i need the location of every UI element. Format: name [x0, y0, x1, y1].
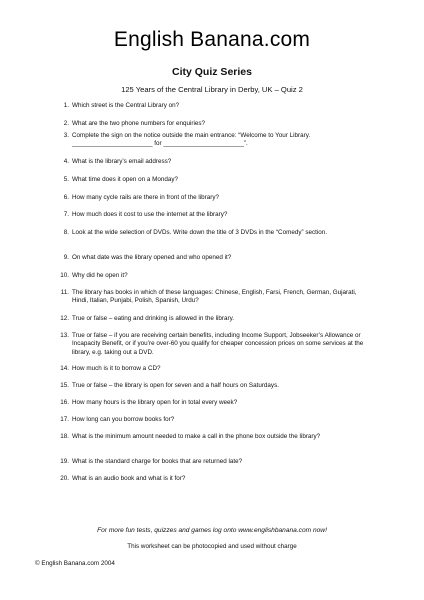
question-number: 5. — [63, 176, 69, 183]
question-number: 11. — [60, 289, 69, 296]
question-item — [63, 194, 372, 202]
question-number: 15. — [60, 382, 69, 389]
question-number: 3. — [63, 132, 69, 139]
question-item — [63, 158, 372, 166]
question-text: What is the library’s email address? — [72, 158, 172, 165]
question-text: Look at the wide selection of DVDs. Write down the title of 3 DVDs in the “Comedy” section. — [72, 229, 328, 236]
question-number: 14. — [60, 365, 69, 372]
question-text: How much does it cost to use the internet at the library? — [72, 211, 228, 218]
question-text: What time does it open on a Monday? — [72, 176, 179, 183]
question-item — [60, 399, 372, 407]
question-number: 1. — [63, 102, 69, 109]
question-text: What is the minimum amount needed to make a call in the phone box outside the library? — [72, 433, 321, 440]
question-text: Why did he open it? — [72, 272, 128, 279]
question-number: 18. — [60, 433, 69, 440]
question-item — [60, 475, 372, 483]
promo-text: For more fun tests, quizzes and games log onto www.englishbanana.com now! — [97, 527, 327, 534]
question-item — [63, 102, 372, 110]
site-logo: English Banana.com — [113, 28, 311, 51]
question-item — [63, 229, 372, 237]
question-text: How many hours is the library open for in total every week? — [72, 399, 238, 406]
question-number: 4. — [63, 158, 69, 165]
question-number: 17. — [60, 416, 69, 423]
question-item — [60, 315, 372, 323]
quiz-subtitle: 125 Years of the Central Library in Derby, UK – Quiz 2 — [121, 85, 303, 94]
question-text: True or false – eating and drinking is allowed in the library. — [72, 315, 235, 322]
question-number: 16. — [60, 399, 69, 406]
question-text: What is the standard charge for books that are returned late? — [72, 458, 243, 465]
question-number: 10. — [60, 272, 69, 279]
question-item — [60, 332, 372, 357]
question-number: 7. — [63, 211, 69, 218]
question-text: How much is it to borrow a CD? — [72, 365, 161, 372]
photocopy-notice: This worksheet can be photocopied and used without charge — [127, 543, 297, 550]
series-title: City Quiz Series — [172, 66, 252, 78]
question-number: 8. — [63, 229, 69, 236]
question-number: 9. — [63, 254, 69, 261]
copyright-notice: © English Banana.com 2004 — [35, 560, 115, 567]
question-number: 19. — [60, 458, 69, 465]
question-item — [63, 211, 372, 219]
question-item — [60, 416, 372, 424]
question-text: What is an audio book and what is it for? — [72, 475, 186, 482]
question-item — [63, 132, 372, 149]
question-number: 13. — [60, 332, 69, 339]
question-item — [63, 120, 372, 128]
question-item — [60, 289, 372, 306]
question-number: 20. — [60, 475, 69, 482]
question-number: 12. — [60, 315, 69, 322]
question-text: How many cycle rails are there in front of the library? — [72, 194, 219, 201]
question-item — [60, 433, 372, 441]
question-item — [60, 365, 372, 373]
question-number: 2. — [63, 120, 69, 127]
question-text: True or false – if you are receiving certain benefits, including Income Support, Jobseeker’s Allowance or Incapacity Benefit, or if you’re over-60 you qualify for cheaper concession prices on some services at the library, e.g. taking out a DVD. — [72, 332, 364, 356]
question-text: How long can you borrow books for? — [72, 416, 175, 423]
question-item — [60, 458, 372, 466]
question-item — [63, 254, 372, 262]
question-text: What are the two phone numbers for enquiries? — [72, 120, 206, 127]
question-item — [60, 272, 372, 280]
question-item — [63, 176, 372, 184]
question-text: Which street is the Central Library on? — [72, 102, 180, 109]
question-text: The library has books in which of these languages: Chinese, English, Farsi, French, German, Gujarati, Hindi, Italian, Punjabi, Polish, Spanish, Urdu? — [72, 289, 357, 305]
question-text: Complete the sign on the notice outside the main entrance: “Welcome to Your Library. _______________________ for _______________________”. — [72, 132, 311, 148]
question-number: 6. — [63, 194, 69, 201]
question-text: True or false – the library is open for seven and a half hours on Saturdays. — [72, 382, 279, 389]
question-item — [60, 382, 372, 390]
question-text: On what date was the library opened and who opened it? — [72, 254, 232, 261]
